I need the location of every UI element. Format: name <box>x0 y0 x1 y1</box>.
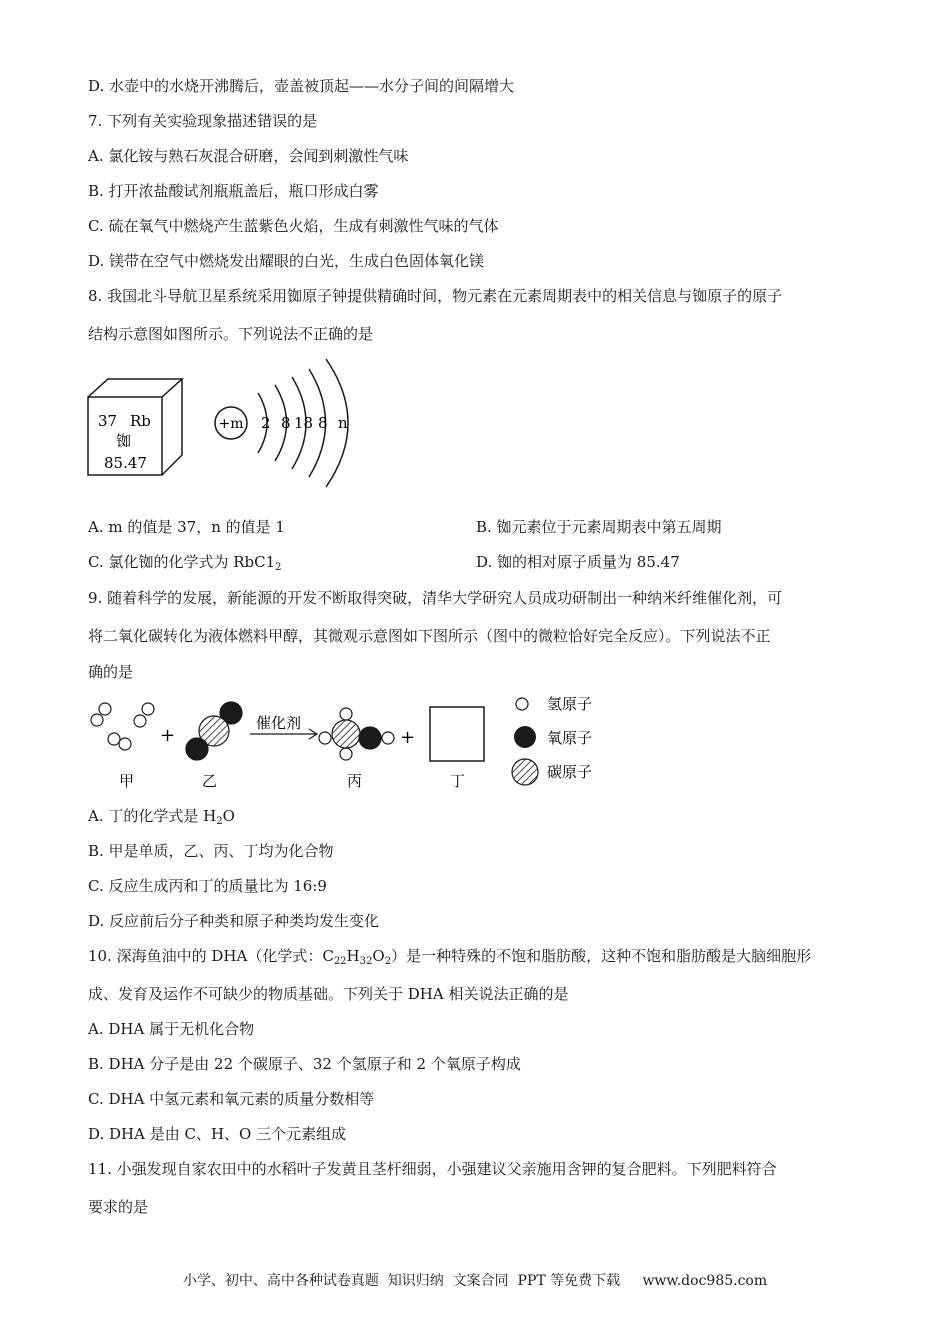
q7-option-d: D. 镁带在空气中燃烧发出耀眼的白光，生成白色固体氧化镁 <box>88 252 485 270</box>
legend-carbon-icon <box>512 759 538 785</box>
plus-sign-1: + <box>160 725 176 746</box>
q8-option-c-text: C. 氯化铷的化学式为 RbC1 <box>88 553 276 571</box>
q7-option-c: C. 硫在氧气中燃烧产生蓝紫色火焰，生成有刺激性气味的气体 <box>88 217 499 235</box>
rubidium-figure <box>80 355 380 500</box>
q7-stem: 7. 下列有关实验现象描述错误的是 <box>88 112 318 130</box>
plus-sign-2: + <box>400 727 416 748</box>
q8-option-a: A. m 的值是 37，n 的值是 1 <box>88 518 285 536</box>
q7-option-a: A. 氯化铵与熟石灰混合研磨，会闻到刺激性气味 <box>88 147 409 165</box>
q10-stem-line1 <box>88 946 811 972</box>
q9-option-a <box>88 806 235 832</box>
shell-2-count: 8 <box>281 414 291 432</box>
q10-option-b: B. DHA 分子是由 22 个碳原子、32 个氢原子和 2 个氧原子构成 <box>88 1055 521 1073</box>
q10-sub-o: 2 <box>384 956 392 967</box>
q10-sub-c: 22 <box>333 956 347 967</box>
shell-4-count: 8 <box>318 414 328 432</box>
q9-stem-line1: 9. 随着科学的发展，新能源的开发不断取得突破，清华大学研究人员成功研制出一种纳米纤维催化剂，可 <box>88 589 783 607</box>
label-bing: 丙 <box>347 772 363 790</box>
element-number: 37 <box>98 412 118 430</box>
element-mass: 85.47 <box>104 454 147 472</box>
q10-sub-h: 32 <box>359 956 373 967</box>
q9-stem-line2: 将二氧化碳转化为液体燃料甲醇，其微观示意图如下图所示（图中的微粒恰好完全反应）。下列说法不正 <box>88 627 771 645</box>
q10-stem-a: 10. 深海鱼油中的 DHA（化学式：C <box>88 947 334 965</box>
reaction-diagram <box>80 688 620 798</box>
legend-oxygen-icon <box>514 726 536 748</box>
catalyst-label: 催化剂 <box>256 714 302 732</box>
element-symbol: Rb <box>130 412 151 430</box>
q8-option-c-subscript: 2 <box>275 562 282 573</box>
q8-option-c <box>88 552 282 578</box>
q8-option-d: D. 铷的相对原子质量为 85.47 <box>476 553 680 571</box>
q9-option-d: D. 反应前后分子种类和原子种类均发生变化 <box>88 912 380 930</box>
product-ding-box <box>430 707 484 761</box>
shell-1-count: 2 <box>261 414 271 432</box>
q10-option-a: A. DHA 属于无机化合物 <box>88 1020 255 1038</box>
q11-stem-line1: 11. 小强发现自家农田中的水稻叶子发黄且茎杆细弱，小强建议父亲施用含钾的复合肥料。下列肥料符合 <box>88 1160 777 1178</box>
legend-carbon-label: 碳原子 <box>547 763 593 781</box>
shell-3-count: 18 <box>294 414 314 432</box>
legend-hydrogen-label: 氢原子 <box>547 695 593 713</box>
q8-option-b: B. 铷元素位于元素周期表中第五周期 <box>476 518 722 536</box>
label-ding: 丁 <box>450 772 466 790</box>
legend-hydrogen-icon <box>516 698 528 710</box>
q9-option-c: C. 反应生成丙和丁的质量比为 16:9 <box>88 877 327 895</box>
q10-option-d: D. DHA 是由 C、H、O 三个元素组成 <box>88 1125 347 1143</box>
q9-stem-line3: 确的是 <box>88 663 134 681</box>
nucleus-charge: +m <box>218 416 244 432</box>
q6-option-d: D. 水壶中的水烧开沸腾后，壶盖被顶起——水分子间的间隔增大 <box>88 77 515 95</box>
shell-5-count: n <box>338 414 348 432</box>
q8-stem-line1: 8. 我国北斗导航卫星系统采用铷原子钟提供精确时间，物元素在元素周期表中的相关信息与铷原子的原子 <box>88 287 783 305</box>
q9-option-a-tail: O <box>222 807 235 825</box>
element-name: 铷 <box>116 432 132 450</box>
q11-stem-line2: 要求的是 <box>88 1198 149 1216</box>
q9-option-a-text: A. 丁的化学式是 H <box>88 807 217 825</box>
label-yi: 乙 <box>202 772 218 790</box>
label-jia: 甲 <box>119 772 135 790</box>
page-footer: 小学、初中、高中各种试卷真题 知识归纳 文案合同 PPT 等免费下载 www.doc985.com <box>182 1273 768 1289</box>
q10-stem-b: H <box>346 947 360 965</box>
q10-stem-c: O <box>372 947 385 965</box>
q8-stem-line2: 结构示意图如图所示。下列说法不正确的是 <box>88 325 374 343</box>
q10-option-c: C. DHA 中氢元素和氧元素的质量分数相等 <box>88 1090 375 1108</box>
q7-option-b: B. 打开浓盐酸试剂瓶瓶盖后，瓶口形成白雾 <box>88 182 379 200</box>
q10-stem-line2: 成、发育及运作不可缺少的物质基础。下列关于 DHA 相关说法正确的是 <box>88 985 569 1003</box>
q9-option-a-subscript: 2 <box>216 816 223 827</box>
q10-stem-d: ）是一种特殊的不饱和脂肪酸，这种不饱和脂肪酸是大脑细胞形 <box>391 947 812 965</box>
q9-option-b: B. 甲是单质，乙、丙、丁均为化合物 <box>88 842 334 860</box>
reactant-jia-molecules <box>91 703 154 750</box>
reactant-yi-molecule <box>186 702 242 760</box>
product-bing-molecule <box>319 708 394 760</box>
legend-oxygen-label: 氧原子 <box>547 729 593 747</box>
